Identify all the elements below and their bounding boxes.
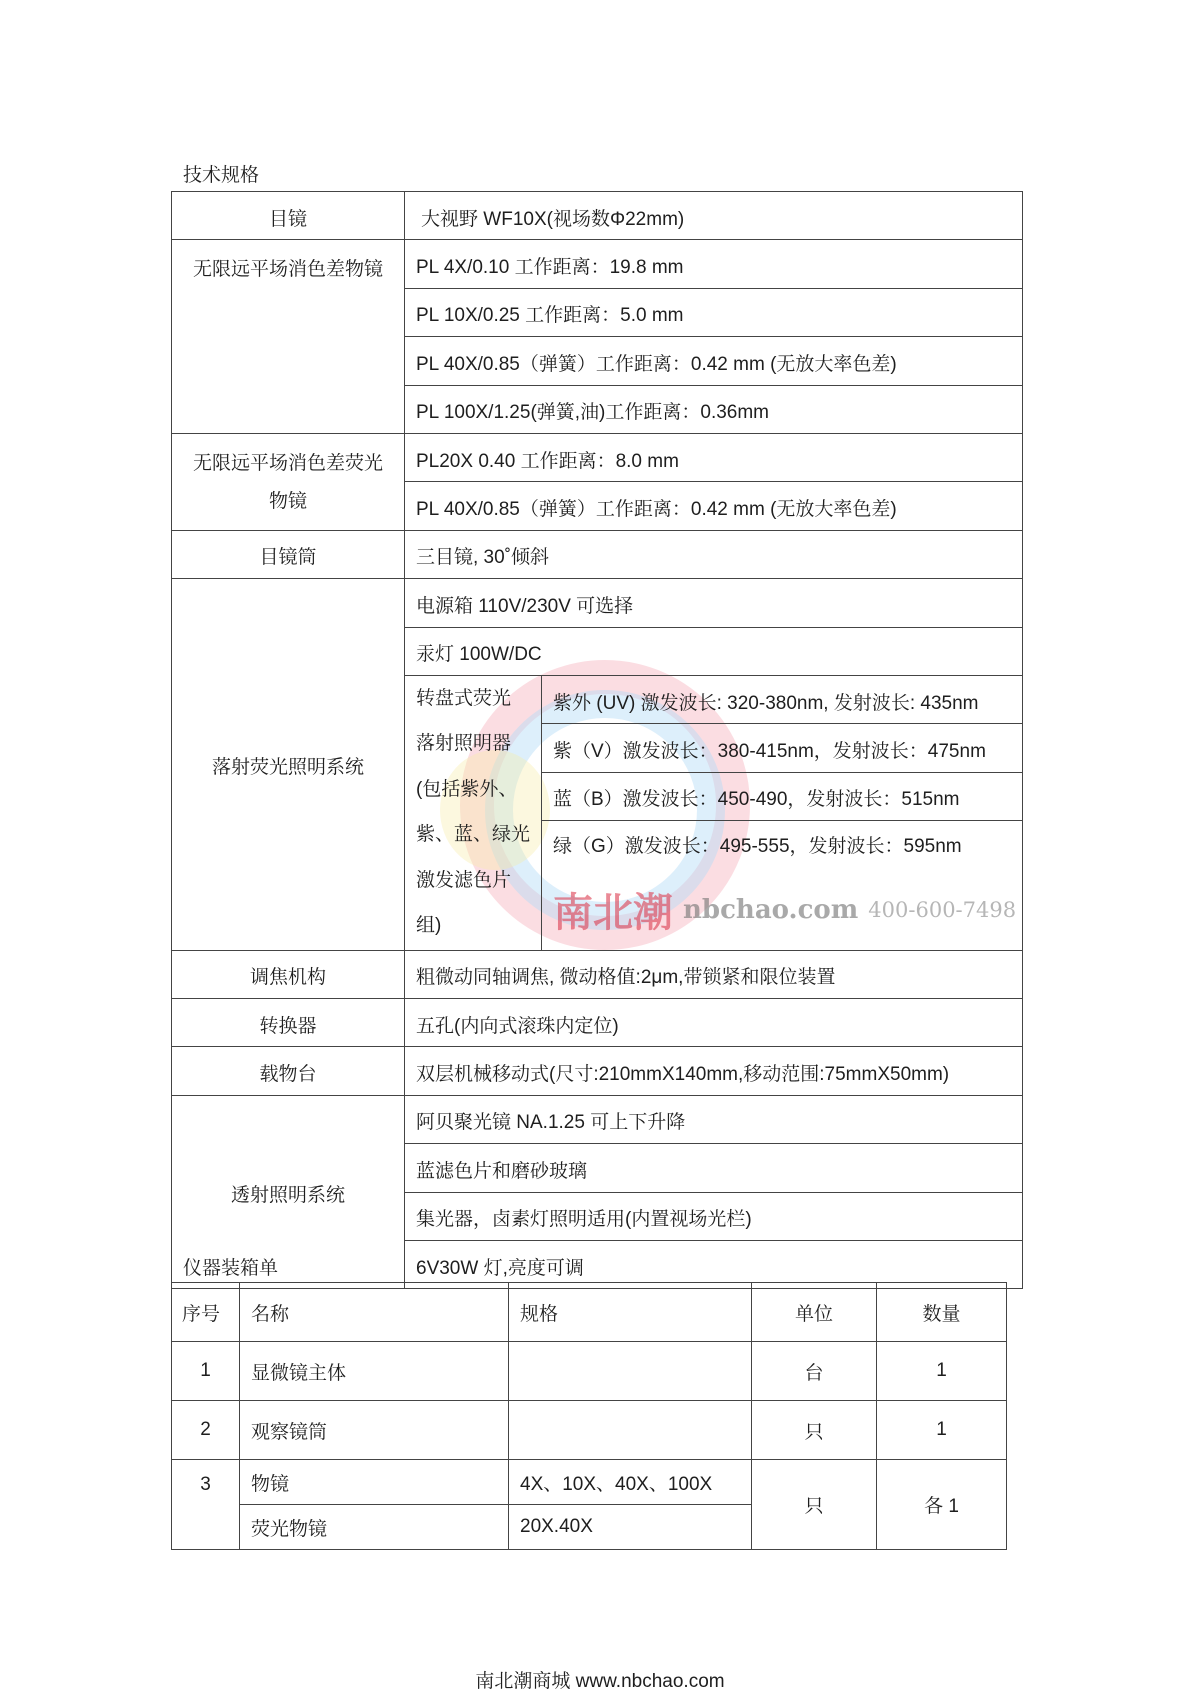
- spec-value: PL 40X/0.85（弹簧）工作距离：0.42 mm (无放大率色差): [405, 337, 1023, 385]
- spec-value: PL20X 0.40 工作距离：8.0 mm: [405, 433, 1023, 481]
- turret-label: [405, 675, 542, 950]
- spec-value: 五孔(内向式滚珠内定位): [405, 998, 1023, 1046]
- filter-value: 紫外 (UV) 激发波长: 320-380nm, 发射波长: 435nm: [542, 675, 1023, 723]
- table-row: [172, 530, 1023, 578]
- header-cell: 名称: [240, 1283, 509, 1342]
- table-row: [172, 1047, 1023, 1095]
- header-cell: 数量: [877, 1283, 1007, 1342]
- cell-unit: 只: [752, 1460, 877, 1550]
- filter-value: 蓝（B）激发波长：450-490，发射波长：515nm: [542, 772, 1023, 820]
- table-row: [172, 1342, 1007, 1401]
- label-line: 转盘式荧光: [416, 687, 512, 709]
- spec-label: 载物台: [172, 1047, 405, 1095]
- header-cell: 序号: [172, 1283, 240, 1342]
- header-cell: 单位: [752, 1283, 877, 1342]
- spec-value: PL 4X/0.10 工作距离：19.8 mm: [405, 240, 1023, 288]
- label-line: 物镜: [268, 491, 307, 513]
- cell-spec: 20X.40X: [509, 1505, 752, 1550]
- spec-heading: 技术规格: [183, 165, 260, 186]
- cell-name: 荧光物镜: [240, 1505, 509, 1550]
- spec-value: 粗微动同轴调焦, 微动格值:2μm,带锁紧和限位装置: [405, 950, 1023, 998]
- cell-unit: 只: [752, 1401, 877, 1460]
- spec-value: 6V30W 灯,亮度可调: [405, 1240, 1023, 1288]
- spec-label: 目镜: [172, 192, 405, 240]
- footer-text: 南北潮商城 www.nbchao.com: [475, 1671, 725, 1692]
- table-header-row: [172, 1283, 1007, 1342]
- spec-label: [172, 240, 405, 434]
- spec-table: [171, 191, 1023, 1289]
- label-line: 紫、蓝、绿光: [416, 824, 531, 846]
- filter-text: 绿（G）激发波长：495-555，发射波长：595nm: [553, 836, 962, 858]
- cell-no: 2: [172, 1401, 240, 1460]
- cell-spec: [509, 1401, 752, 1460]
- cell-qty: 1: [877, 1401, 1007, 1460]
- header-cell: 规格: [509, 1283, 752, 1342]
- cell-no: 1: [172, 1342, 240, 1401]
- table-row: [172, 1095, 1023, 1143]
- label-line: (包括紫外、: [416, 778, 518, 800]
- table-row: [172, 579, 1023, 627]
- table-row: [172, 1460, 1007, 1505]
- table-row: [172, 240, 1023, 288]
- label-text: 无限远平场消色差物镜: [192, 259, 383, 281]
- spec-value: 大视野 WF10X(视场数Φ22mm): [405, 192, 1023, 240]
- spec-value: 蓝滤色片和磨砂玻璃: [405, 1144, 1023, 1192]
- cell-name: 物镜: [240, 1460, 509, 1505]
- cell-qty: 各 1: [877, 1460, 1007, 1550]
- spec-label: 透射照明系统: [172, 1095, 405, 1289]
- spec-label: 转换器: [172, 998, 405, 1046]
- watermark-text: [553, 870, 1022, 950]
- label-line: 组): [416, 915, 442, 937]
- watermark-site: nbchao.com: [683, 894, 859, 925]
- table-row: [172, 433, 1023, 481]
- spec-label: [172, 433, 405, 530]
- label-line: 无限远平场消色差荧光: [192, 452, 383, 474]
- table-row: [172, 950, 1023, 998]
- spec-value: 三目镜, 30˚倾斜: [405, 530, 1023, 578]
- table-row: [172, 1401, 1007, 1460]
- cell-name: 显微镜主体: [240, 1342, 509, 1401]
- cell-spec: [509, 1342, 752, 1401]
- packing-table: [171, 1282, 1007, 1550]
- cell-no: 3: [172, 1460, 240, 1550]
- spec-value: PL 40X/0.85（弹簧）工作距离：0.42 mm (无放大率色差): [405, 482, 1023, 530]
- spec-value: 汞灯 100W/DC: [405, 627, 1023, 675]
- spec-value: 阿贝聚光镜 NA.1.25 可上下升降: [405, 1095, 1023, 1143]
- filter-value: [542, 821, 1023, 951]
- cell-name: 观察镜筒: [240, 1401, 509, 1460]
- spec-label: 调焦机构: [172, 950, 405, 998]
- spec-value: 集光器，卤素灯照明适用(内置视场光栏): [405, 1192, 1023, 1240]
- table-row: [172, 998, 1023, 1046]
- watermark-phone: 400-600-7498: [868, 897, 1017, 922]
- spec-value: 电源箱 110V/230V 可选择: [405, 579, 1023, 627]
- spec-value: PL 100X/1.25(弹簧,油)工作距离：0.36mm: [405, 385, 1023, 433]
- spec-label: 落射荧光照明系统: [172, 579, 405, 950]
- watermark-brand: 南北潮: [553, 889, 673, 937]
- spec-value: 双层机械移动式(尺寸:210mmX140mm,移动范围:75mmX50mm): [405, 1047, 1023, 1095]
- filter-value: 紫（V）激发波长：380-415nm，发射波长：475nm: [542, 724, 1023, 772]
- cell-spec: 4X、10X、40X、100X: [509, 1460, 752, 1505]
- cell-unit: 台: [752, 1342, 877, 1401]
- cell-qty: 1: [877, 1342, 1007, 1401]
- packing-heading: 仪器装箱单: [183, 1258, 279, 1279]
- spec-label: 目镜筒: [172, 530, 405, 578]
- table-row: [172, 192, 1023, 240]
- label-line: 激发滤色片: [416, 869, 512, 891]
- label-line: 落射照明器: [416, 733, 512, 755]
- spec-value: PL 10X/0.25 工作距离：5.0 mm: [405, 288, 1023, 336]
